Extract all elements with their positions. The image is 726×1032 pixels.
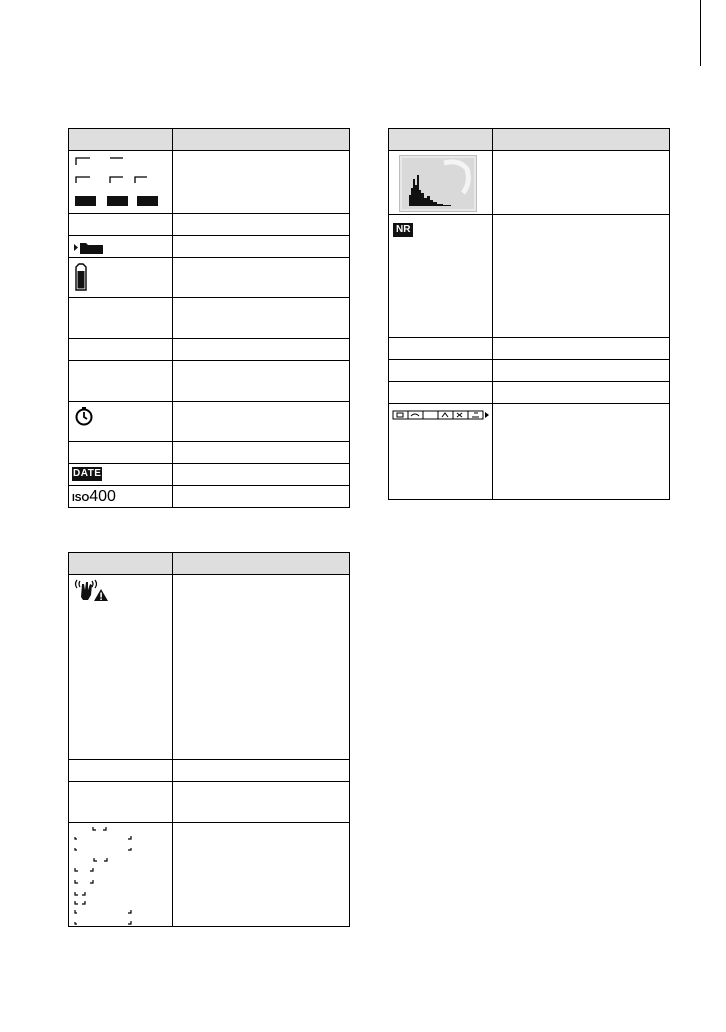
table-row xyxy=(69,258,350,298)
display-table-2 xyxy=(68,552,350,927)
self-timer-icon xyxy=(74,405,98,429)
table-row xyxy=(389,338,670,360)
table-row xyxy=(69,760,350,782)
table-row xyxy=(69,782,350,823)
noise-reduction-icon: NR xyxy=(393,223,413,237)
date-stamp-icon: DATE xyxy=(73,468,102,479)
memory-card-icon xyxy=(74,260,94,294)
table-row xyxy=(389,151,670,215)
table-header-row xyxy=(69,553,350,575)
camera-shake-warning-icon xyxy=(71,577,111,605)
header-cell-indication xyxy=(173,129,350,151)
table-header-row xyxy=(69,129,350,151)
histogram-icon xyxy=(399,155,479,213)
table-row xyxy=(69,214,350,236)
table-row xyxy=(69,823,350,927)
table-row xyxy=(69,486,350,508)
table-row xyxy=(69,361,350,402)
iso-icon: ISO400 xyxy=(72,488,116,505)
table-row xyxy=(69,339,350,361)
display-table-1 xyxy=(68,128,350,508)
page-edge-rule xyxy=(700,0,701,66)
table-row xyxy=(389,382,670,404)
table-row xyxy=(69,298,350,339)
header-cell-display xyxy=(69,129,173,151)
table-row xyxy=(389,404,670,500)
aspect-frame-icon xyxy=(73,153,173,213)
table-row xyxy=(389,360,670,382)
folder-icon xyxy=(73,238,113,258)
table-row xyxy=(69,575,350,760)
table-header-row xyxy=(389,129,670,151)
header-cell-display xyxy=(69,553,173,575)
header-cell-indication xyxy=(493,129,670,151)
aspect-frame-icons xyxy=(69,151,173,214)
af-range-frame-icons xyxy=(73,825,153,925)
table-row xyxy=(69,402,350,442)
header-cell-indication xyxy=(173,553,350,575)
table-row xyxy=(69,236,350,258)
scene-selection-icon xyxy=(392,409,492,423)
table-row xyxy=(69,464,350,486)
header-cell-display xyxy=(389,129,493,151)
table-row xyxy=(389,215,670,338)
display-table-3 xyxy=(388,128,670,500)
table-row xyxy=(69,442,350,464)
table-row xyxy=(69,151,350,214)
